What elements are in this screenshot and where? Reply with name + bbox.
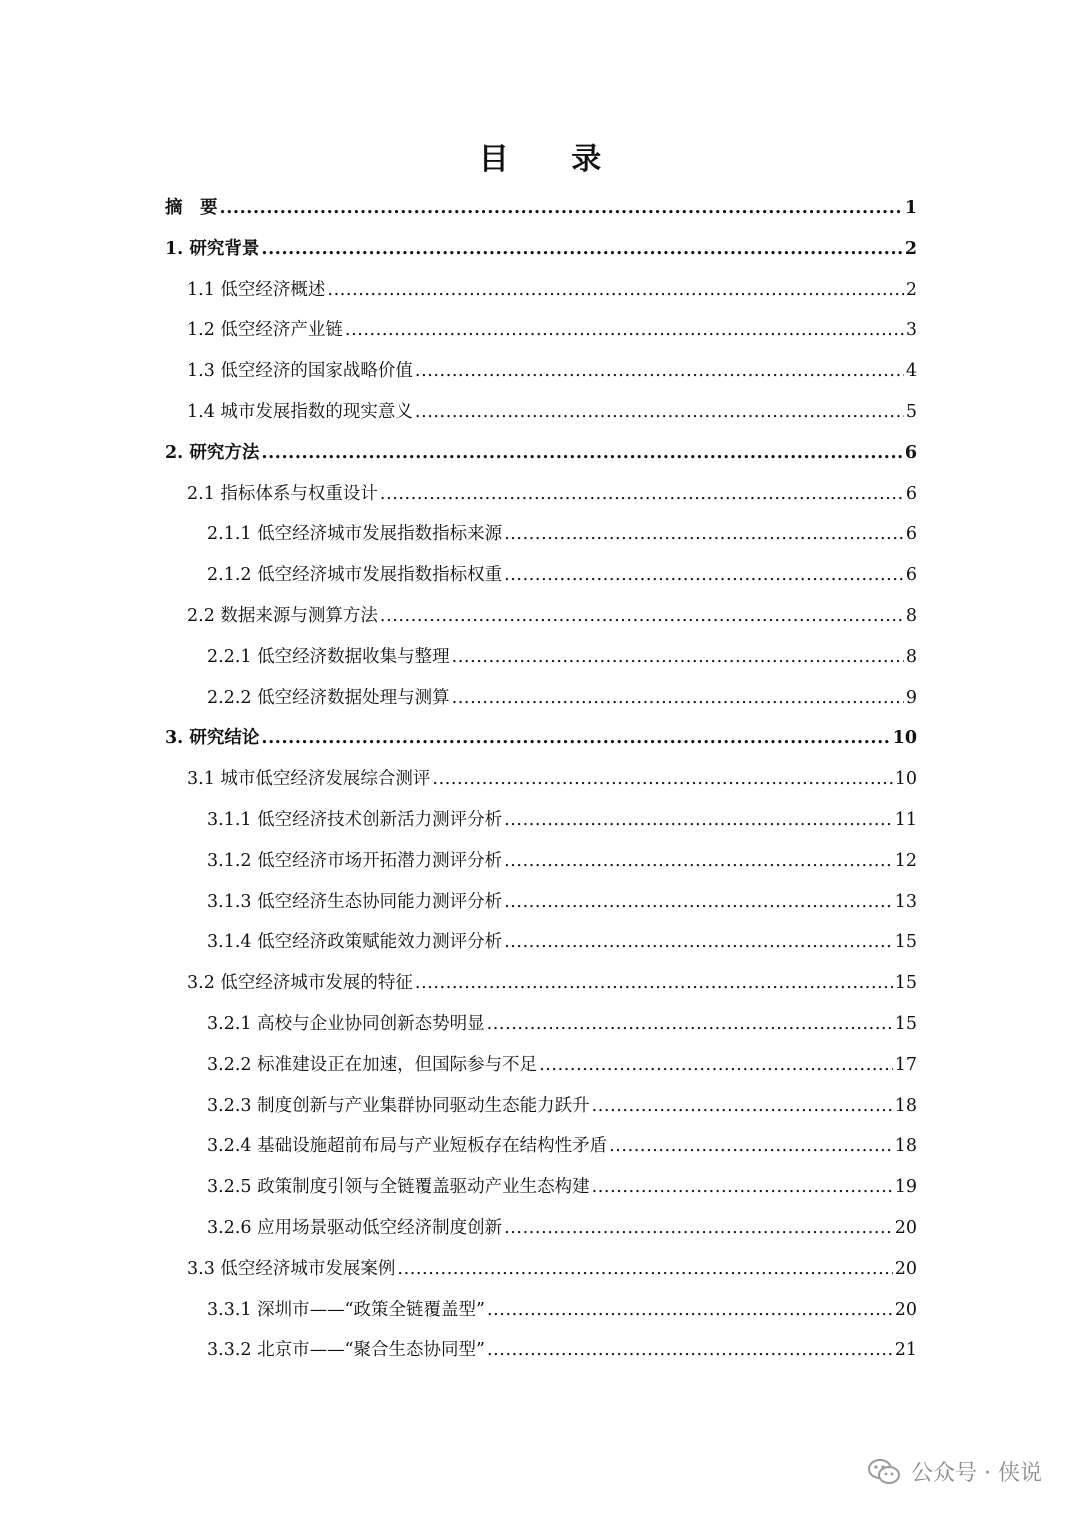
wechat-icon <box>867 1458 901 1486</box>
toc-dot-leader <box>487 1330 893 1371</box>
toc-entry[interactable] <box>165 637 917 678</box>
toc-entry-page: 6 <box>905 483 917 504</box>
toc-dot-leader <box>592 1167 893 1208</box>
toc-entry-page: 20 <box>894 1258 917 1279</box>
toc-entry-label: 2.2.1 低空经济数据收集与整理 <box>207 646 450 667</box>
toc-entry[interactable] <box>165 841 917 882</box>
toc-entry-page: 11 <box>894 809 917 830</box>
toc-entry-label: 2.2 数据来源与测算方法 <box>187 605 378 626</box>
toc-entry-label: 1.3 低空经济的国家战略价值 <box>187 361 413 382</box>
toc-entry-page: 2 <box>904 238 917 259</box>
toc-entry-page: 10 <box>892 728 917 749</box>
toc-dot-leader <box>415 392 904 433</box>
toc-entry-page: 17 <box>894 1054 917 1075</box>
toc-entry-page: 9 <box>905 687 917 708</box>
toc-entry[interactable] <box>165 718 917 759</box>
toc-entry[interactable] <box>165 1208 917 1249</box>
toc-dot-leader <box>327 270 903 311</box>
toc-entry[interactable] <box>165 1086 917 1127</box>
toc-entry[interactable] <box>165 678 917 719</box>
toc-dot-leader <box>487 1004 893 1045</box>
toc-entry[interactable] <box>165 270 917 311</box>
toc-entry[interactable] <box>165 1167 917 1208</box>
toc-dot-leader <box>345 310 904 351</box>
toc-entry-page: 5 <box>905 401 917 422</box>
toc-dot-leader <box>261 433 902 474</box>
toc-entry[interactable] <box>165 310 917 351</box>
toc-entry-page: 19 <box>894 1177 917 1198</box>
toc-entry-label: 3.1.1 低空经济技术创新活力测评分析 <box>207 809 503 830</box>
toc-entry-label: 2. 研究方法 <box>165 442 260 463</box>
toc-dot-leader <box>261 718 890 759</box>
toc-entry-label: 3. 研究结论 <box>165 728 260 749</box>
toc-entry[interactable] <box>165 514 917 555</box>
toc-entry[interactable] <box>165 596 917 637</box>
toc-entry-label: 3.2.4 基础设施超前布局与产业短板存在结构性矛盾 <box>207 1136 608 1157</box>
toc-entry-page: 15 <box>894 973 917 994</box>
toc-dot-leader <box>487 1290 893 1331</box>
watermark <box>867 1456 1042 1487</box>
toc-dot-leader <box>592 1086 893 1127</box>
toc-entry-page: 18 <box>894 1136 917 1157</box>
toc-dot-leader <box>432 759 892 800</box>
toc-entry-label: 3.1.4 低空经济政策赋能效力测评分析 <box>207 932 503 953</box>
toc-entry-page: 20 <box>894 1299 917 1320</box>
toc-entry-page: 18 <box>894 1095 917 1116</box>
toc-dot-leader <box>504 1208 893 1249</box>
toc-entry[interactable] <box>165 433 917 474</box>
toc-dot-leader <box>504 841 893 882</box>
toc-entry-page: 2 <box>905 279 917 300</box>
toc-entry-page: 20 <box>894 1217 917 1238</box>
toc-entry-label: 3.2.2 标准建设正在加速，但国际参与不足 <box>207 1054 538 1075</box>
toc-dot-leader <box>609 1126 893 1167</box>
toc-entry-label: 3.2.5 政策制度引领与全链覆盖驱动产业生态构建 <box>207 1177 590 1198</box>
toc-dot-leader <box>380 474 904 515</box>
toc-entry-label: 3.1 城市低空经济发展综合测评 <box>187 769 431 790</box>
toc-dot-leader <box>220 188 903 229</box>
toc-dot-leader <box>380 596 904 637</box>
toc-entry[interactable] <box>165 800 917 841</box>
toc-entry-page: 10 <box>894 769 917 790</box>
toc-dot-leader <box>504 514 904 555</box>
toc-entry[interactable] <box>165 882 917 923</box>
toc-dot-leader <box>452 678 904 719</box>
toc-entry-page: 6 <box>905 565 917 586</box>
toc-entry[interactable] <box>165 392 917 433</box>
toc-entry[interactable] <box>165 1004 917 1045</box>
toc-entry-page: 3 <box>905 320 917 341</box>
toc-entry-page: 1 <box>904 198 917 218</box>
toc-dot-leader <box>504 922 893 963</box>
toc-entry-label: 3.3.2 北京市——“聚合生态协同型” <box>207 1340 485 1361</box>
toc-dot-leader <box>415 963 893 1004</box>
toc-dot-leader <box>504 800 893 841</box>
toc-entry-label: 1. 研究背景 <box>165 238 260 259</box>
toc-entry-label: 1.4 城市发展指数的现实意义 <box>187 401 413 422</box>
toc-entry[interactable] <box>165 1249 917 1290</box>
toc-entry[interactable] <box>165 474 917 515</box>
toc-entry-page: 4 <box>905 361 917 382</box>
toc-entry-page: 8 <box>905 646 917 667</box>
toc-dot-leader <box>539 1045 893 1086</box>
toc-entry-label: 3.2.3 制度创新与产业集群协同驱动生态能力跃升 <box>207 1095 590 1116</box>
toc-dot-leader <box>261 229 902 270</box>
toc-entry[interactable] <box>165 229 917 270</box>
toc-entry-label: 1.1 低空经济概述 <box>187 279 326 300</box>
toc-entry-page: 13 <box>894 891 917 912</box>
toc-entry-label: 3.2 低空经济城市发展的特征 <box>187 973 413 994</box>
toc-entry-label: 3.1.3 低空经济生态协同能力测评分析 <box>207 891 503 912</box>
toc-entry-page: 15 <box>894 1013 917 1034</box>
toc-dot-leader <box>452 637 904 678</box>
toc-entry-label: 摘 要 <box>165 198 218 218</box>
toc-entry[interactable] <box>165 1045 917 1086</box>
toc-entry[interactable] <box>165 188 917 229</box>
toc-entry-page: 21 <box>894 1340 917 1361</box>
toc-entry[interactable] <box>165 1290 917 1331</box>
toc-entry-label: 3.3.1 深圳市——“政策全链覆盖型” <box>207 1299 485 1320</box>
toc-entry-page: 8 <box>905 605 917 626</box>
toc-entry-label: 3.2.1 高校与企业协同创新态势明显 <box>207 1013 485 1034</box>
toc-entry-page: 6 <box>905 524 917 545</box>
page-title: 目 录 <box>478 142 628 177</box>
toc-entry[interactable] <box>165 1330 917 1371</box>
toc-entry[interactable] <box>165 555 917 596</box>
toc-entry-label: 1.2 低空经济产业链 <box>187 320 343 341</box>
toc-entry-label: 2.1.2 低空经济城市发展指数指标权重 <box>207 565 503 586</box>
toc-entry[interactable] <box>165 1126 917 1167</box>
toc-entry-label: 2.2.2 低空经济数据处理与测算 <box>207 687 450 708</box>
toc-entry-label: 2.1 指标体系与权重设计 <box>187 483 378 504</box>
toc-entry-label: 2.1.1 低空经济城市发展指数指标来源 <box>207 524 503 545</box>
toc-entry[interactable] <box>165 922 917 963</box>
toc-entry-label: 3.3 低空经济城市发展案例 <box>187 1258 396 1279</box>
watermark-text: 公众号 · 侠说 <box>911 1461 1042 1486</box>
toc-entry-page: 15 <box>894 932 917 953</box>
table-of-contents <box>165 188 917 1371</box>
toc-entry[interactable] <box>165 759 917 800</box>
toc-entry-page: 6 <box>904 442 917 463</box>
toc-dot-leader <box>504 882 893 923</box>
toc-entry[interactable] <box>165 963 917 1004</box>
toc-entry-label: 3.2.6 应用场景驱动低空经济制度创新 <box>207 1217 503 1238</box>
toc-dot-leader <box>415 351 904 392</box>
toc-dot-leader <box>397 1249 892 1290</box>
toc-entry-label: 3.1.2 低空经济市场开拓潜力测评分析 <box>207 850 503 871</box>
toc-entry[interactable] <box>165 351 917 392</box>
toc-entry-page: 12 <box>894 850 917 871</box>
toc-dot-leader <box>504 555 904 596</box>
